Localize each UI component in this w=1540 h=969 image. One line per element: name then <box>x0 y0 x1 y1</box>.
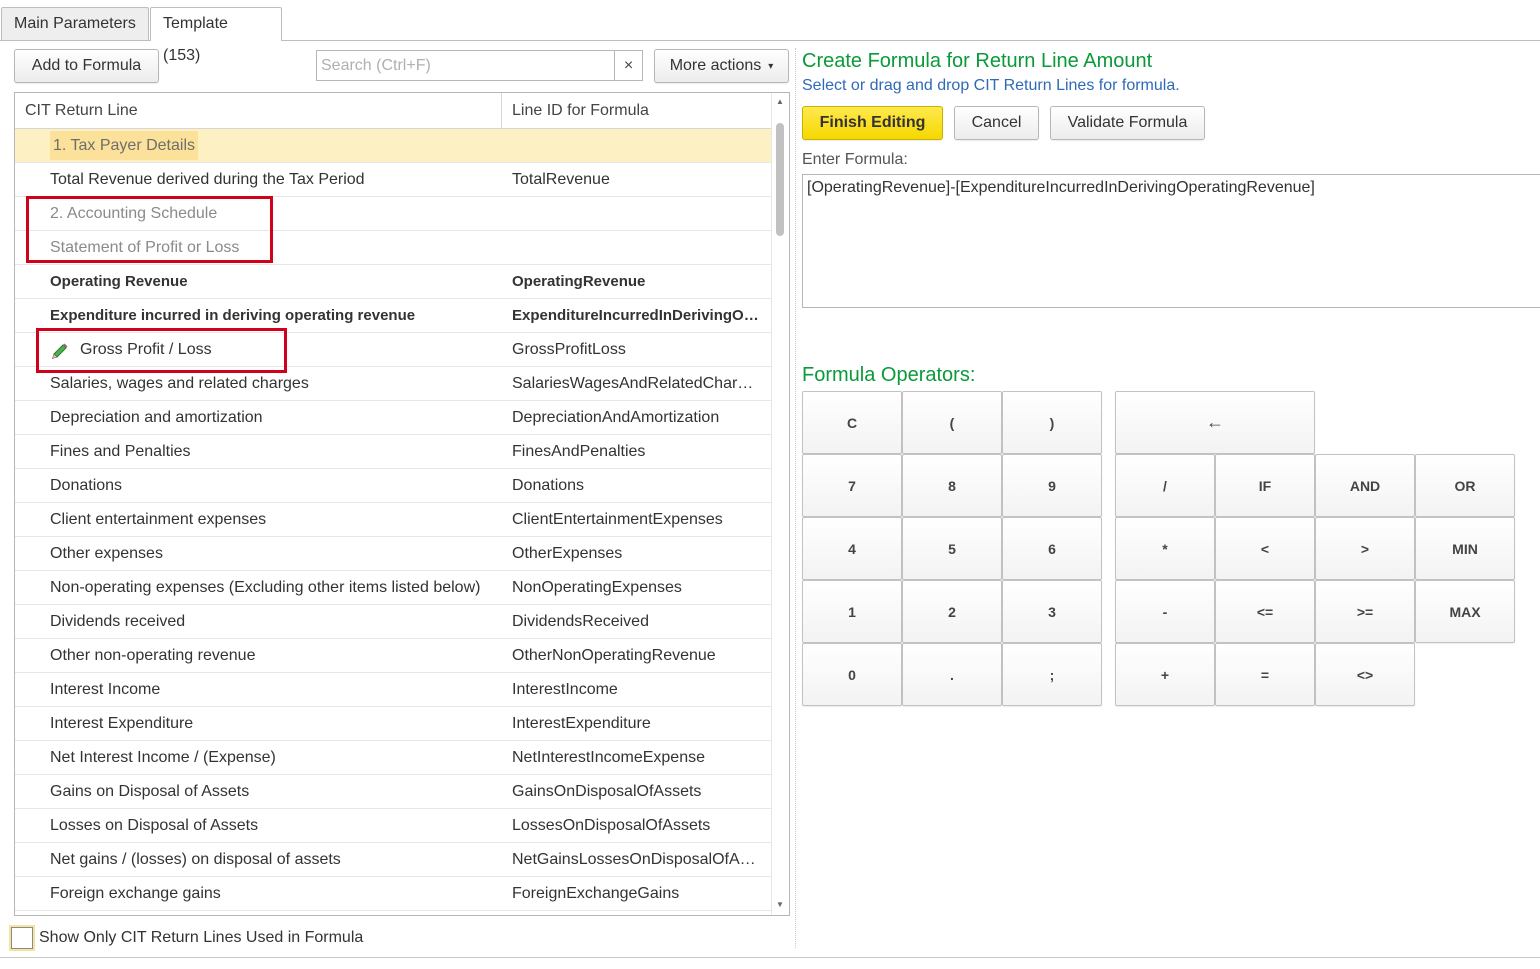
row-id <box>512 231 764 264</box>
row-name: Fines and Penalties <box>50 443 191 460</box>
divide-key[interactable]: / <box>1115 454 1215 517</box>
search-input[interactable] <box>317 51 615 80</box>
row-id: InterestIncome <box>512 681 618 698</box>
close-paren-key[interactable]: ) <box>1002 391 1102 454</box>
validate-formula-label: Validate Formula <box>1067 114 1188 131</box>
add-to-formula-label: Add to Formula <box>31 57 142 74</box>
row-id: NetGainsLossesOnDisposalOfA… <box>512 851 756 868</box>
row-name: Client entertainment expenses <box>50 511 267 528</box>
row-id: OtherExpenses <box>512 545 623 562</box>
row-name: Net Interest Income / (Expense) <box>50 749 276 766</box>
open-paren-key[interactable]: ( <box>902 391 1002 454</box>
table-row[interactable] <box>15 265 772 299</box>
row-name: Gains on Disposal of Assets <box>50 783 250 800</box>
row-name: Depreciation and amortization <box>50 409 263 426</box>
or-key[interactable]: OR <box>1415 454 1515 517</box>
table-row[interactable] <box>15 843 772 877</box>
cancel-button[interactable] <box>954 106 1039 140</box>
row-id <box>512 129 764 162</box>
row-name: Net gains / (losses) on disposal of assets <box>50 851 341 868</box>
plus-key[interactable]: + <box>1115 643 1215 706</box>
row-name: Dividends received <box>50 613 186 630</box>
table-row[interactable] <box>15 163 772 197</box>
table-row[interactable] <box>15 673 772 707</box>
key-9[interactable]: 9 <box>1002 454 1102 517</box>
show-only-used-toggle[interactable] <box>11 924 363 952</box>
row-id: SalariesWagesAndRelatedChar… <box>512 375 754 392</box>
greater-than-key[interactable]: > <box>1315 517 1415 580</box>
finish-editing-button[interactable] <box>802 106 943 140</box>
row-name: Expenditure incurred in deriving operating revenue <box>50 307 416 324</box>
key-7[interactable]: 7 <box>802 454 902 517</box>
enter-formula-label: Enter Formula: <box>802 151 908 168</box>
table-row[interactable] <box>15 639 772 673</box>
scroll-up-icon[interactable]: ▲ <box>776 97 784 106</box>
search-box <box>316 50 643 81</box>
key-8[interactable]: 8 <box>902 454 1002 517</box>
row-id: InterestExpenditure <box>512 715 651 732</box>
key-5[interactable]: 5 <box>902 517 1002 580</box>
formula-input[interactable] <box>802 174 1540 308</box>
finish-editing-label: Finish Editing <box>819 114 926 131</box>
column-header-line-id[interactable]: Line ID for Formula <box>512 102 649 119</box>
key-0[interactable]: 0 <box>802 643 902 706</box>
minus-key[interactable]: - <box>1115 580 1215 643</box>
panel-divider <box>795 48 796 948</box>
column-header-cit-return-line[interactable]: CIT Return Line <box>15 93 502 128</box>
table-header <box>15 93 772 129</box>
tab-main-parameters[interactable]: Main Parameters <box>1 7 149 40</box>
more-actions-button[interactable] <box>654 49 789 83</box>
row-name: Non-operating expenses (Excluding other items listed below) <box>50 579 481 596</box>
table-row[interactable] <box>15 741 772 775</box>
row-id: OperatingRevenue <box>512 273 646 290</box>
if-key[interactable]: IF <box>1215 454 1315 517</box>
multiply-key[interactable]: * <box>1115 517 1215 580</box>
row-id: ForeignExchangeGains <box>512 885 680 902</box>
row-id: NetInterestIncomeExpense <box>512 749 705 766</box>
and-key[interactable]: AND <box>1315 454 1415 517</box>
table-row[interactable] <box>15 877 772 911</box>
less-equal-key[interactable]: <= <box>1215 580 1315 643</box>
table-row[interactable] <box>15 469 772 503</box>
key-3[interactable]: 3 <box>1002 580 1102 643</box>
row-id: GrossProfitLoss <box>512 341 626 358</box>
row-name: Other expenses <box>50 545 163 562</box>
table-row[interactable] <box>15 435 772 469</box>
row-name: Donations <box>50 477 123 494</box>
row-id: LossesOnDisposalOfAssets <box>512 817 711 834</box>
row-id: FinesAndPenalties <box>512 443 646 460</box>
annotation-box <box>36 328 287 373</box>
key-4[interactable]: 4 <box>802 517 902 580</box>
clear-search-icon[interactable]: × <box>614 51 642 80</box>
table-row[interactable] <box>15 775 772 809</box>
row-id <box>512 197 764 230</box>
greater-equal-key[interactable]: >= <box>1315 580 1415 643</box>
table-row[interactable] <box>15 401 772 435</box>
row-name: Operating Revenue <box>50 273 188 290</box>
row-id: OtherNonOperatingRevenue <box>512 647 716 664</box>
add-to-formula-button[interactable] <box>14 49 159 83</box>
show-only-used-label: Show Only CIT Return Lines Used in Formula <box>39 929 364 946</box>
row-name-text: Gross Profit / Loss <box>80 341 212 358</box>
row-name: Other non-operating revenue <box>50 647 256 664</box>
key-6[interactable]: 6 <box>1002 517 1102 580</box>
row-name: Interest Income <box>50 681 161 698</box>
chevron-down-icon: ▾ <box>768 60 774 72</box>
backspace-key[interactable]: ← <box>1115 391 1315 454</box>
scrollbar-thumb[interactable] <box>776 123 784 236</box>
key-2[interactable]: 2 <box>902 580 1002 643</box>
row-name: Foreign exchange gains <box>50 885 221 902</box>
tab-template[interactable]: Template (153) <box>150 7 282 41</box>
less-than-key[interactable]: < <box>1215 517 1315 580</box>
row-id: ClientEntertainmentExpenses <box>512 511 723 528</box>
min-key[interactable]: MIN <box>1415 517 1515 580</box>
table-row[interactable] <box>15 809 772 843</box>
row-id: DepreciationAndAmortization <box>512 409 720 426</box>
row-name: Losses on Disposal of Assets <box>50 817 259 834</box>
row-name <box>50 129 495 162</box>
table-row[interactable] <box>15 537 772 571</box>
max-key[interactable]: MAX <box>1415 580 1515 643</box>
table-row[interactable] <box>15 605 772 639</box>
row-name: Statement of Profit or Loss <box>50 239 240 256</box>
editor-title: Create Formula for Return Line Amount <box>802 50 1153 72</box>
table-row[interactable] <box>15 571 772 605</box>
row-name: Salaries, wages and related charges <box>50 375 309 392</box>
row-id: Donations <box>512 477 585 494</box>
key-1[interactable]: 1 <box>802 580 902 643</box>
formula-operators-title: Formula Operators: <box>802 364 976 386</box>
not-equal-key[interactable]: <> <box>1315 643 1415 706</box>
table-row[interactable] <box>15 129 772 163</box>
row-id: TotalRevenue <box>512 171 610 188</box>
row-id: DividendsReceived <box>512 613 649 630</box>
row-name-text: 1. Tax Payer Details <box>50 131 198 160</box>
show-only-used-checkbox[interactable] <box>11 927 33 949</box>
semicolon-key[interactable]: ; <box>1002 643 1102 706</box>
annotation-box <box>26 196 273 263</box>
row-id: GainsOnDisposalOfAssets <box>512 783 702 800</box>
row-id: ExpenditureIncurredInDerivingO… <box>512 307 759 324</box>
scroll-down-icon[interactable]: ▼ <box>776 900 784 909</box>
more-actions-label: More actions <box>669 57 762 74</box>
decimal-key[interactable]: . <box>902 643 1002 706</box>
row-id: NonOperatingExpenses <box>512 579 682 596</box>
table-row[interactable] <box>15 503 772 537</box>
clear-key[interactable]: C <box>802 391 902 454</box>
row-name: 2. Accounting Schedule <box>50 205 218 222</box>
vertical-scrollbar[interactable] <box>771 93 789 915</box>
row-name: Total Revenue derived during the Tax Period <box>50 171 365 188</box>
validate-formula-button[interactable] <box>1050 106 1205 140</box>
row-name: Interest Expenditure <box>50 715 194 732</box>
table-row[interactable] <box>15 707 772 741</box>
cancel-label: Cancel <box>971 114 1022 131</box>
editor-subtitle: Select or drag and drop CIT Return Lines for formula. <box>802 77 1180 94</box>
bottom-divider <box>0 957 1540 958</box>
equals-key[interactable]: = <box>1215 643 1315 706</box>
